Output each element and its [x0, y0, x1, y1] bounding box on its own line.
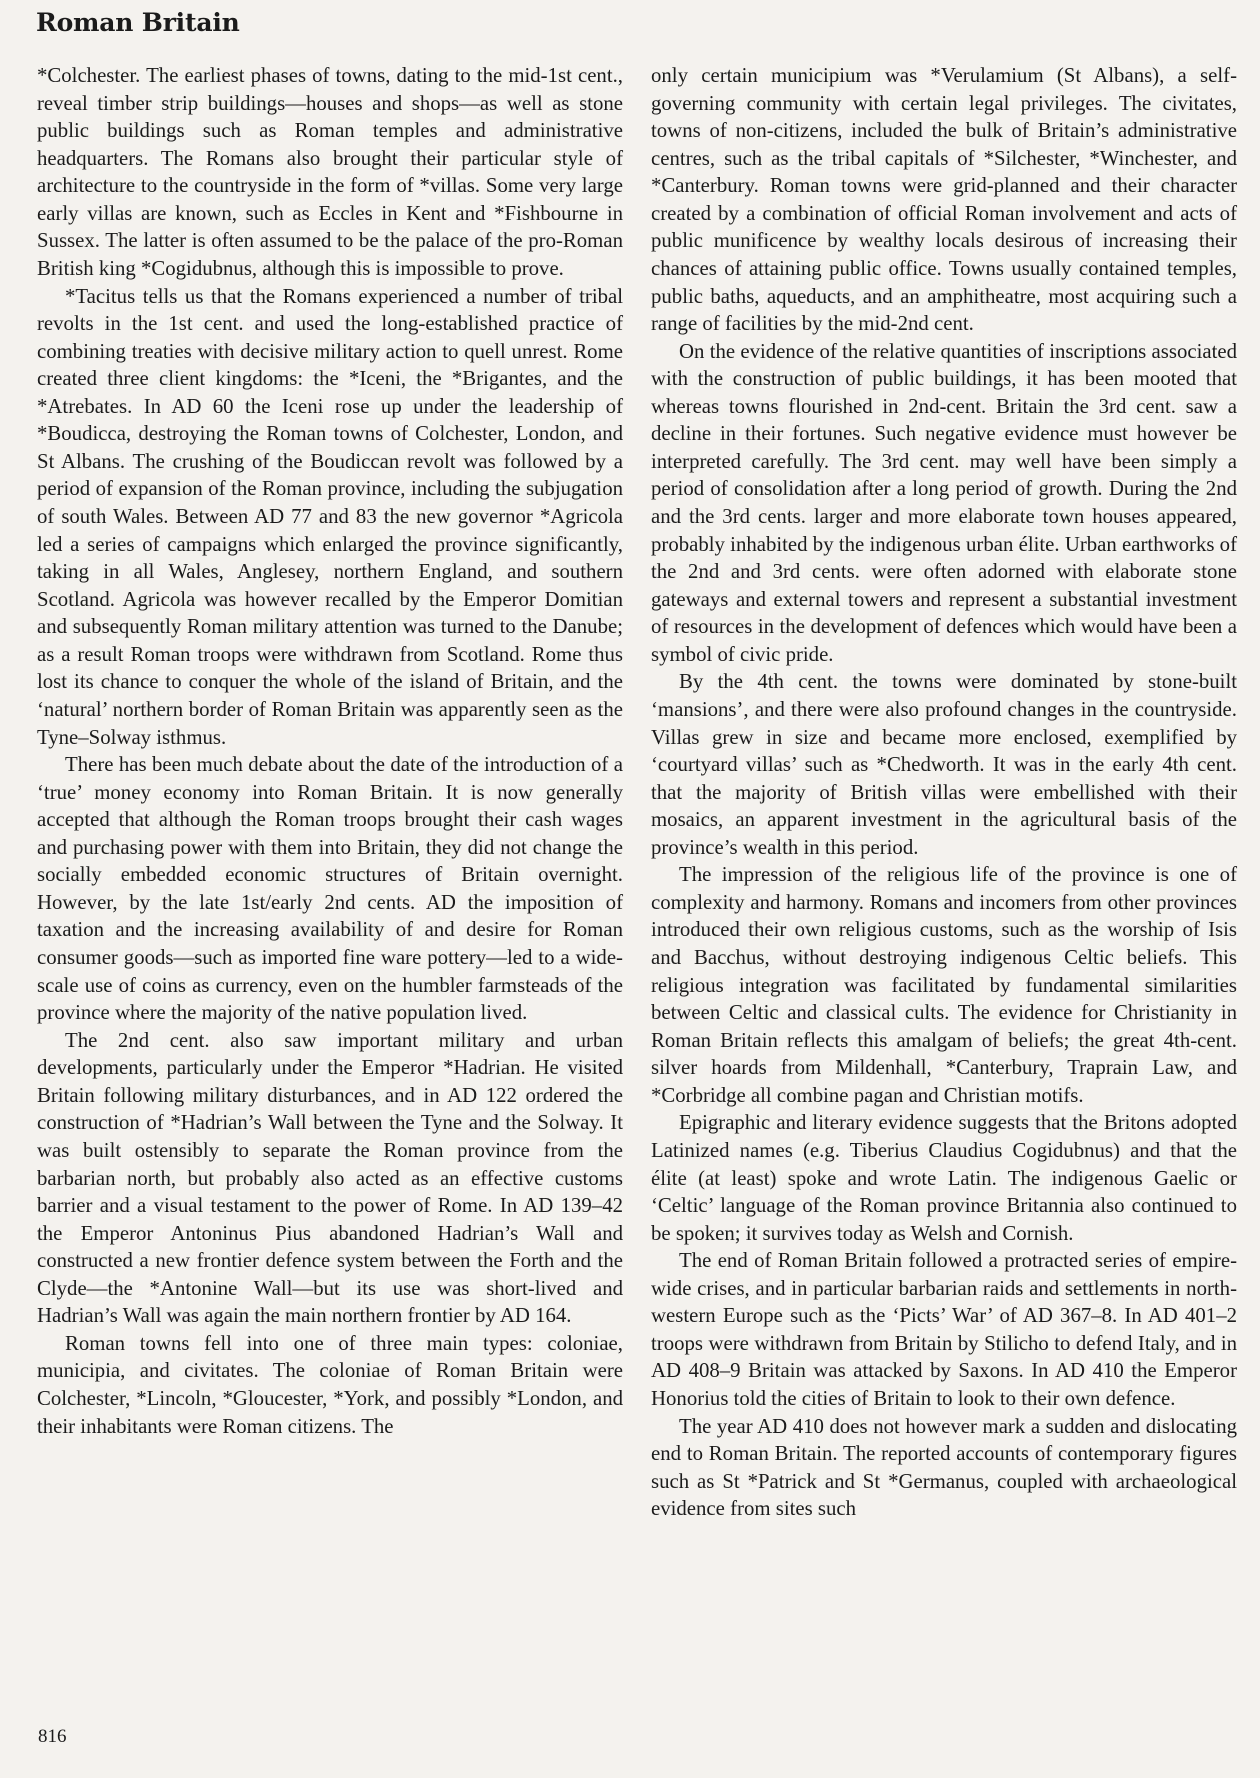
paragraph: The year AD 410 does not however mark a sudden and dislocating end to Roman Britain. The reported accounts of contemporary figures such as St *Patrick and St *Germanus, coupled with archaeological evidence from sites such — [651, 1414, 1237, 1521]
paragraph: *Colchester. The earliest phases of towns, dating to the mid-1st cent., reveal timber strip buildings—houses and shops—as well as stone public buildings such as Roman temples and administrative headquarters. The Romans also brought their particular style of architecture to the countryside in the form of *villas. Some very large early villas are known, such as Eccles in Kent and *Fishbourne in Sussex. The latter is often assumed to be the palace of the pro-Roman British king *Cogidubnus, although this is impossible to prove. — [37, 64, 623, 280]
paragraph: There has been much debate about the date of the introduction of a ‘true’ money economy into Roman Britain. It is now generally accepted that although the Roman troops brought their cash wages and purchasing power with them into Britain, they did not change the socially embedded economic structures of Britain overnight. However, by the late 1st/early 2nd cents. AD the imposition of taxation and the increasing availability of and desire for Roman consumer goods—such as imported fine ware pottery—led to a wide-scale use of coins as currency, even on the humbler farmsteads of the province where the majority of the native population lived. — [37, 753, 623, 1025]
paragraph: On the evidence of the relative quantities of inscriptions associated with the construction of public buildings, it has been mooted that whereas towns flourished in 2nd-cent. Britain the 3rd cent. saw a decline in their fortunes. Such negative evidence must however be interpreted carefully. The 3rd cent. may well have been simply a period of consolidation after a long period of growth. During the 2nd and the 3rd cents. larger and more elaborate town houses appeared, probably inhabited by the indigenous urban élite. Urban earthworks of the 2nd and 3rd cents. were often adorned with elaborate stone gateways and external towers and represent a substantial investment of resources in the development of defences which would have been a symbol of civic pride. — [651, 339, 1237, 666]
left-column — [37, 62, 623, 1440]
paragraph: *Tacitus tells us that the Romans experienced a number of tribal revolts in the 1st cent. and used the long-established practice of combining treaties with decisive military action to quell unrest. Rome created three client kingdoms: the *Iceni, the *Brigantes, and the *Atrebates. In AD 60 the Iceni rose up under the leadership of *Boudicca, destroying the Roman towns of Colchester, London, and St Albans. The crushing of the Boudiccan revolt was followed by a period of expansion of the Roman province, including the subjugation of south Wales. Between AD 77 and 83 the new governor *Agricola led a series of campaigns which enlarged the province significantly, taking in all Wales, Anglesey, northern England, and southern Scotland. Agricola was however recalled by the Emperor Domitian and subsequently Roman military attention was turned to the Danube; as a result Roman troops were withdrawn from Scotland. Rome thus lost its chance to conquer the whole of the island of Britain, and the ‘natural’ northern border of Roman Britain was apparently seen as the Tyne–Solway isthmus. — [37, 284, 623, 749]
paragraph: By the 4th cent. the towns were dominated by stone-built ‘mansions’, and there were also profound changes in the countryside. Villas grew in size and became more enclosed, exemplified by ‘courtyard villas’ such as *Chedworth. It was in the early 4th cent. that the majority of British villas were embellished with their mosaics, an apparent investment in the agricultural basis of the province’s wealth in this period. — [651, 670, 1237, 859]
paragraph: only certain municipium was *Verulamium (St Albans), a self-governing community with certain legal privileges. The civitates, towns of non-citizens, included the bulk of Britain’s administrative centres, such as the tribal capitals of *Silchester, *Winchester, and *Canterbury. Roman towns were grid-planned and their character created by a combination of official Roman involvement and acts of public munificence by wealthy locals desirous of increasing their chances of attaining public office. Towns usually contained temples, public baths, aqueducts, and an amphitheatre, most acquiring such a range of facilities by the mid-2nd cent. — [651, 64, 1237, 336]
paragraph: The impression of the religious life of the province is one of complexity and harmony. Romans and incomers from other provinces introduced their own religious customs, such as the worship of Isis and Bacchus, without destroying indigenous Celtic beliefs. This religious integration was facilitated by fundamental similarities between Celtic and classical cults. The evidence for Christianity in Roman Britain reflects this amalgam of beliefs; the great 4th-cent. silver hoards from Mildenhall, *Canterbury, Traprain Law, and *Corbridge all combine pagan and Christian motifs. — [651, 863, 1237, 1107]
paragraph: Roman towns fell into one of three main types: coloniae, municipia, and civitates. The coloniae of Roman Britain were Colchester, *Lincoln, *Gloucester, *York, and possibly *London, and their inhabitants were Roman citizens. The — [37, 1331, 623, 1438]
paragraph: Epigraphic and literary evidence suggests that the Britons adopted Latinized names (e.g. Tiberius Claudius Cogidubnus) and that the élite (at least) spoke and wrote Latin. The indigenous Gaelic or ‘Celtic’ language of the Roman province Britannia also continued to be spoken; it survives today as Welsh and Cornish. — [651, 1111, 1237, 1245]
paragraph: The end of Roman Britain followed a protracted series of empire-wide crises, and in particular barbarian raids and settlements in north-western Europe such as the ‘Picts’ War’ of AD 367–8. In AD 401–2 troops were withdrawn from Britain by Stilicho to defend Italy, and in AD 408–9 Britain was attacked by Saxons. In AD 410 the Emperor Honorius told the cities of Britain to look to their own defence. — [651, 1249, 1237, 1410]
page-number: 816 — [38, 1726, 67, 1747]
right-column — [651, 62, 1237, 1523]
paragraph: The 2nd cent. also saw important military and urban developments, particularly under the Emperor *Hadrian. He visited Britain following military disturbances, and in AD 122 ordered the construction of *Hadrian’s Wall between the Tyne and the Solway. It was built ostensibly to separate the Roman province from the barbarian north, but probably also acted as an effective customs barrier and a visual testament to the power of Rome. In AD 139–42 the Emperor Antoninus Pius abandoned Hadrian’s Wall and constructed a new frontier defence system between the Forth and the Clyde—the *Antonine Wall—but its use was short-lived and Hadrian’s Wall was again the main northern frontier by AD 164. — [37, 1028, 623, 1328]
running-title: Roman Britain — [36, 8, 240, 37]
